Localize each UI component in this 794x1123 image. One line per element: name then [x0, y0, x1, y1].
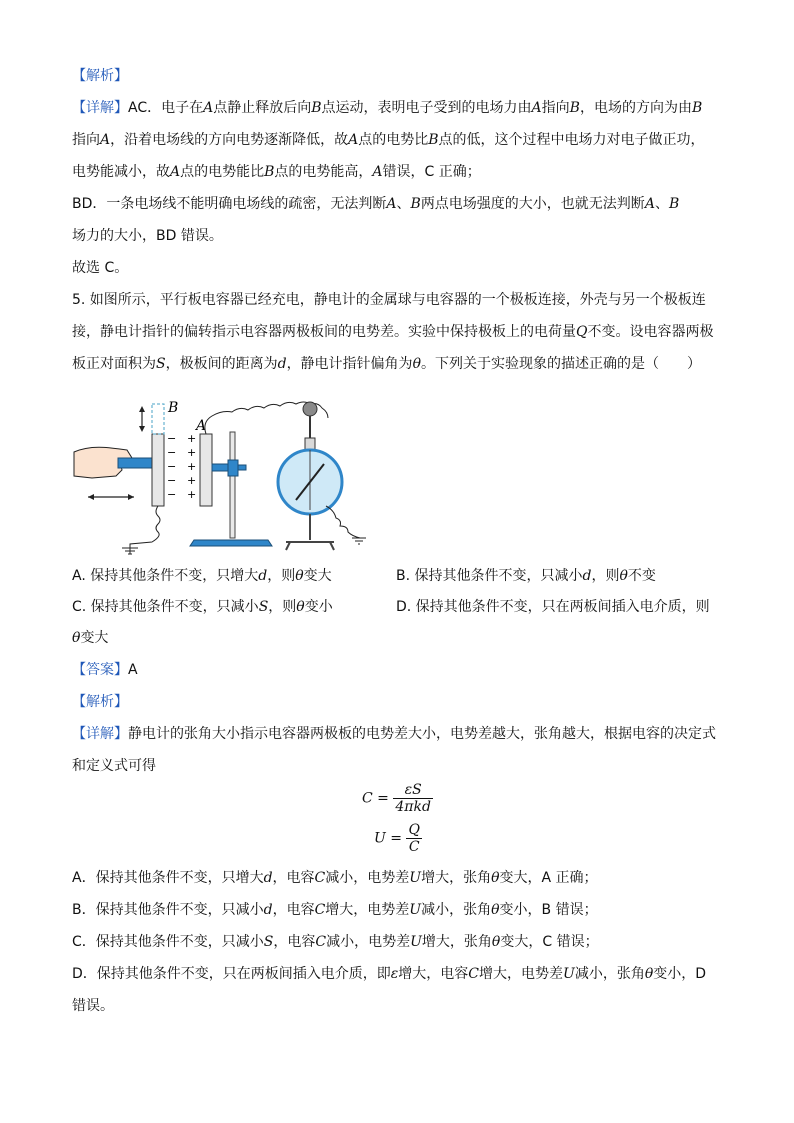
var-a: A	[531, 100, 542, 116]
var-a: A	[644, 196, 655, 212]
q5-detail-d	[72, 964, 706, 984]
text: 变小	[304, 599, 333, 615]
option-c	[72, 597, 333, 617]
var-d: d	[582, 568, 592, 584]
var-a: A	[348, 132, 359, 148]
var-b: B	[691, 100, 703, 116]
formula-voltage	[374, 822, 422, 855]
numerator: Q	[408, 822, 420, 838]
text: 、	[654, 196, 669, 212]
var-epsilon: ε	[390, 966, 399, 982]
var-theta: θ	[491, 934, 501, 950]
text: 板正对面积为	[72, 356, 156, 372]
text: D．保持其他条件不变，只在两板间插入电介质，即	[72, 966, 391, 982]
fraction	[393, 782, 433, 815]
text: 减小，张角	[421, 902, 492, 918]
var-u: U	[563, 966, 575, 982]
text: ，电容	[272, 870, 315, 886]
var-c: C	[468, 966, 480, 982]
plus-sign: +	[187, 460, 197, 473]
q4-detail-line-4	[72, 194, 679, 214]
text: 点的低，这个过程中电场力对电子做正功，	[438, 132, 705, 148]
analysis-heading-2: 【解析】	[72, 694, 128, 710]
analysis-heading: 【解析】	[72, 68, 128, 84]
answer-value: A	[128, 662, 138, 678]
text: 。下列关于实验现象的描述正确的是（ ）	[421, 356, 701, 372]
plus-sign: +	[187, 446, 197, 459]
var-s: S	[156, 356, 166, 372]
formula-capacitance	[362, 782, 433, 815]
text: ，则	[591, 568, 620, 584]
electroscope-ball	[303, 402, 317, 416]
answer-label: 【答案】	[72, 662, 128, 678]
option-b	[396, 566, 656, 586]
text: ，沿着电场线的方向电势逐渐降低，故	[110, 132, 349, 148]
text: 变大	[80, 630, 109, 646]
text: 错误，C 正确；	[382, 164, 481, 180]
var-q: Q	[576, 324, 588, 340]
var-theta: θ	[72, 630, 81, 646]
text: ，电容	[273, 934, 316, 950]
answer-line	[72, 660, 138, 680]
stand-clamp	[228, 460, 238, 476]
var-s: S	[258, 599, 269, 615]
stand-pole	[230, 432, 235, 538]
capacitor-electroscope-figure	[72, 392, 372, 557]
q4-detail-line-1	[72, 98, 702, 118]
text: 不变。设电容器两极	[587, 324, 714, 340]
clamp-screw	[238, 465, 246, 470]
var-u: U	[410, 934, 422, 950]
option-a	[72, 566, 332, 586]
var-c: C	[314, 902, 326, 918]
q5-detail-line-2: 和定义式可得	[72, 758, 156, 774]
denominator: C	[408, 839, 420, 855]
q4-detail-line-3	[72, 162, 481, 182]
text: 减小，电势差	[325, 870, 410, 886]
formula-lhs: U	[374, 830, 386, 847]
plus-sign: +	[187, 488, 197, 501]
q5-detail-line-1	[72, 724, 716, 744]
detail-tag: 【详解】	[72, 726, 128, 742]
var-d: d	[263, 902, 273, 918]
ground-wire-b	[130, 506, 160, 554]
var-d: d	[258, 568, 268, 584]
handle-rod	[118, 458, 152, 468]
stand-base	[190, 540, 272, 546]
var-a: A	[386, 196, 397, 212]
text: ，则	[268, 599, 297, 615]
var-b: B	[569, 100, 580, 116]
q5-stem-line-1: 5. 如图所示，平行板电容器已经充电，静电计的金属球与电容器的一个极板连接，外壳与另一个极板连	[72, 292, 706, 308]
text: AC．电子在	[128, 100, 204, 116]
var-theta: θ	[619, 568, 628, 584]
text: 电势能减小，故	[72, 164, 170, 180]
var-b: B	[264, 164, 275, 180]
text: 点的电势能比	[180, 164, 265, 180]
q5-stem-line-3	[72, 354, 701, 374]
var-b: B	[428, 132, 439, 148]
var-theta: θ	[296, 599, 305, 615]
var-b: B	[668, 196, 680, 212]
text: 变大	[303, 568, 332, 584]
minus-sign: −	[167, 432, 177, 445]
option-d-cont	[72, 628, 108, 648]
q5-detail-b	[72, 900, 598, 920]
q5-stem-line-2	[72, 322, 713, 342]
var-theta: θ	[491, 902, 500, 918]
text: 减小，电势差	[326, 934, 411, 950]
minus-sign: −	[167, 488, 177, 501]
var-s: S	[263, 934, 274, 950]
text: 指向	[541, 100, 570, 116]
text: ，电容	[272, 902, 315, 918]
var-a: A	[203, 100, 214, 116]
var-theta: θ	[644, 966, 654, 982]
var-b: B	[311, 100, 322, 116]
ground-wire-electroscope	[326, 506, 360, 538]
text: 变大，C 错误；	[500, 934, 599, 950]
minus-sign: −	[167, 474, 177, 487]
formula-lhs: C	[362, 790, 373, 807]
text: C．保持其他条件不变，只减小	[72, 934, 264, 950]
var-c: C	[314, 870, 326, 886]
fraction	[406, 822, 421, 855]
numerator: εS	[393, 782, 433, 799]
text: 变小，B 错误；	[499, 902, 598, 918]
var-d: d	[277, 356, 287, 372]
text: ，电场的方向为由	[579, 100, 692, 116]
text: 变小，D	[653, 966, 707, 982]
text: ，静电计指针偏角为	[286, 356, 413, 372]
text: 指向	[72, 132, 100, 148]
equals: =	[372, 790, 394, 807]
denominator: 4πkd	[395, 799, 431, 815]
plate-a	[200, 434, 212, 506]
text: 增大，电势差	[479, 966, 564, 982]
q4-conclusion: 故选 C。	[72, 260, 129, 276]
text: B．保持其他条件不变，只减小	[72, 902, 264, 918]
var-theta: θ	[491, 870, 500, 886]
q5-detail-a	[72, 868, 598, 888]
var-c: C	[315, 934, 327, 950]
text: 不变	[627, 568, 656, 584]
var-theta: θ	[295, 568, 304, 584]
var-a: A	[170, 164, 181, 180]
minus-sign: −	[167, 446, 177, 459]
plate-b	[152, 434, 164, 506]
text: 两点电场强度的大小，也就无法判断	[420, 196, 645, 212]
text: 变大，A 正确；	[499, 870, 598, 886]
text: BD．一条电场线不能明确电场线的疏密，无法判断	[72, 196, 387, 212]
q4-detail-line-2	[72, 130, 705, 150]
minus-sign: −	[167, 460, 177, 473]
electroscope-insulator	[305, 438, 315, 450]
plate-b-dashed-position	[152, 404, 164, 434]
text: 点的电势比	[358, 132, 429, 148]
var-theta: θ	[412, 356, 421, 372]
var-d: d	[263, 870, 273, 886]
label-a: A	[196, 418, 207, 434]
q5-detail-d-cont: 错误。	[72, 998, 114, 1014]
var-u: U	[409, 870, 422, 886]
option-d: D. 保持其他条件不变，只在两板间插入电介质，则	[396, 599, 710, 615]
text: 、	[396, 196, 411, 212]
q5-detail-c	[72, 932, 599, 952]
text: 增大，张角	[421, 870, 492, 886]
text: ，极板间的距离为	[165, 356, 278, 372]
var-a: A	[372, 164, 383, 180]
label-b: B	[168, 400, 179, 416]
plus-sign: +	[187, 432, 197, 445]
text: 点运动，表明电子受到的电场力由	[321, 100, 532, 116]
text: 点静止释放后向	[213, 100, 312, 116]
text: C. 保持其他条件不变，只减小	[72, 599, 259, 615]
text: 点的电势能高，	[274, 164, 373, 180]
text: B. 保持其他条件不变，只减小	[396, 568, 583, 584]
text: A．保持其他条件不变，只增大	[72, 870, 264, 886]
text: A. 保持其他条件不变，只增大	[72, 568, 259, 584]
text: 接，静电计指针的偏转指示电容器两极板间的电势差。实验中保持极板上的电荷量	[72, 324, 576, 340]
var-b: B	[410, 196, 421, 212]
q4-detail-line-5: 场力的大小，BD 错误。	[72, 228, 223, 244]
electroscope-tripod	[286, 542, 334, 550]
text: 静电计的张角大小指示电容器两极板的电势差大小，电势差越大，张角越大，根据电容的决定式	[128, 726, 716, 742]
text: 增大，张角	[421, 934, 492, 950]
equals: =	[385, 830, 407, 847]
text: 减小，张角	[574, 966, 645, 982]
plus-sign: +	[187, 474, 197, 487]
detail-tag: 【详解】	[72, 100, 128, 116]
var-a: A	[100, 132, 111, 148]
var-u: U	[409, 902, 422, 918]
text: ，则	[267, 568, 296, 584]
text: 增大，电势差	[325, 902, 410, 918]
text: 增大，电容	[398, 966, 469, 982]
